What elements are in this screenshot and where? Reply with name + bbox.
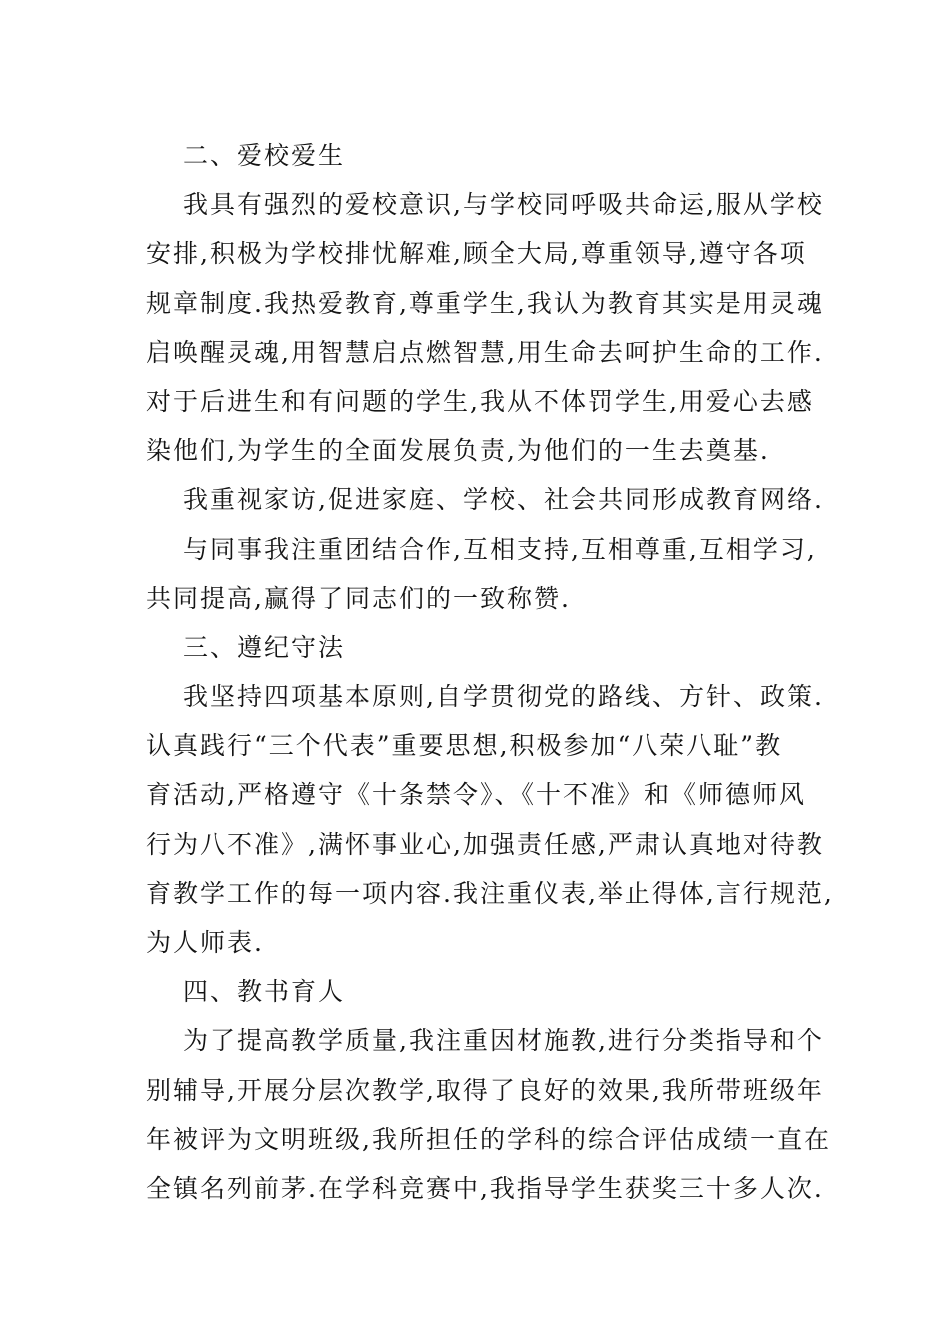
paragraph-line: 为了提高教学质量,我注重因材施教,进行分类指导和个 [183,1026,824,1056]
paragraph-line: 育教学工作的每一项内容.我注重仪表,举止得体,言行规范, [146,878,834,908]
paragraph-line: 启唤醒灵魂,用智慧启点燃智慧,用生命去呵护生命的工作. [146,337,824,367]
paragraph-line: 与同事我注重团结合作,互相支持,互相尊重,互相学习, [183,534,817,564]
section-heading-teaching: 四、教书育人 [183,977,346,1007]
paragraph-line: 染他们,为学生的全面发展负责,为他们的一生去奠基. [146,436,770,466]
paragraph-line: 行为八不准》,满怀事业心,加强责任感,严肃认真地对待教 [146,829,824,859]
paragraph-line: 育活动,严格遵守《十条禁令》、《十不准》和《师德师风 [146,780,806,810]
document-page [146,131,834,1213]
paragraph-line: 为人师表. [146,928,264,957]
section-heading-discipline: 三、遵纪守法 [183,632,346,662]
paragraph-line: 年被评为文明班级,我所担任的学科的综合评估成绩一直在 [146,1124,831,1154]
section-heading-love-school: 二、爱校爱生 [183,141,346,170]
paragraph-line: 认真践行“三个代表”重要思想,积极参加“八荣八耻”教 [146,731,783,761]
paragraph-line: 全镇名列前茅.在学科竞赛中,我指导学生获奖三十多人次. [146,1173,824,1203]
paragraph-line: 对于后进生和有问题的学生,我从不体罚学生,用爱心去感 [146,386,814,416]
paragraph-line: 我坚持四项基本原则,自学贯彻党的路线、方针、政策. [183,682,824,712]
paragraph-line: 共同提高,赢得了同志们的一致称赞. [146,583,571,613]
paragraph-line: 我具有强烈的爱校意识,与学校同呼吸共命运,服从学校 [183,190,824,220]
paragraph-line: 我重视家访,促进家庭、学校、社会共同形成教育网络. [183,485,824,515]
paragraph-line: 安排,积极为学校排忧解难,顾全大局,尊重领导,遵守各项 [146,239,807,269]
paragraph-line: 别辅导,开展分层次教学,取得了良好的效果,我所带班级年 [146,1075,824,1105]
paragraph-line: 规章制度.我热爱教育,尊重学生,我认为教育其实是用灵魂 [146,288,824,318]
